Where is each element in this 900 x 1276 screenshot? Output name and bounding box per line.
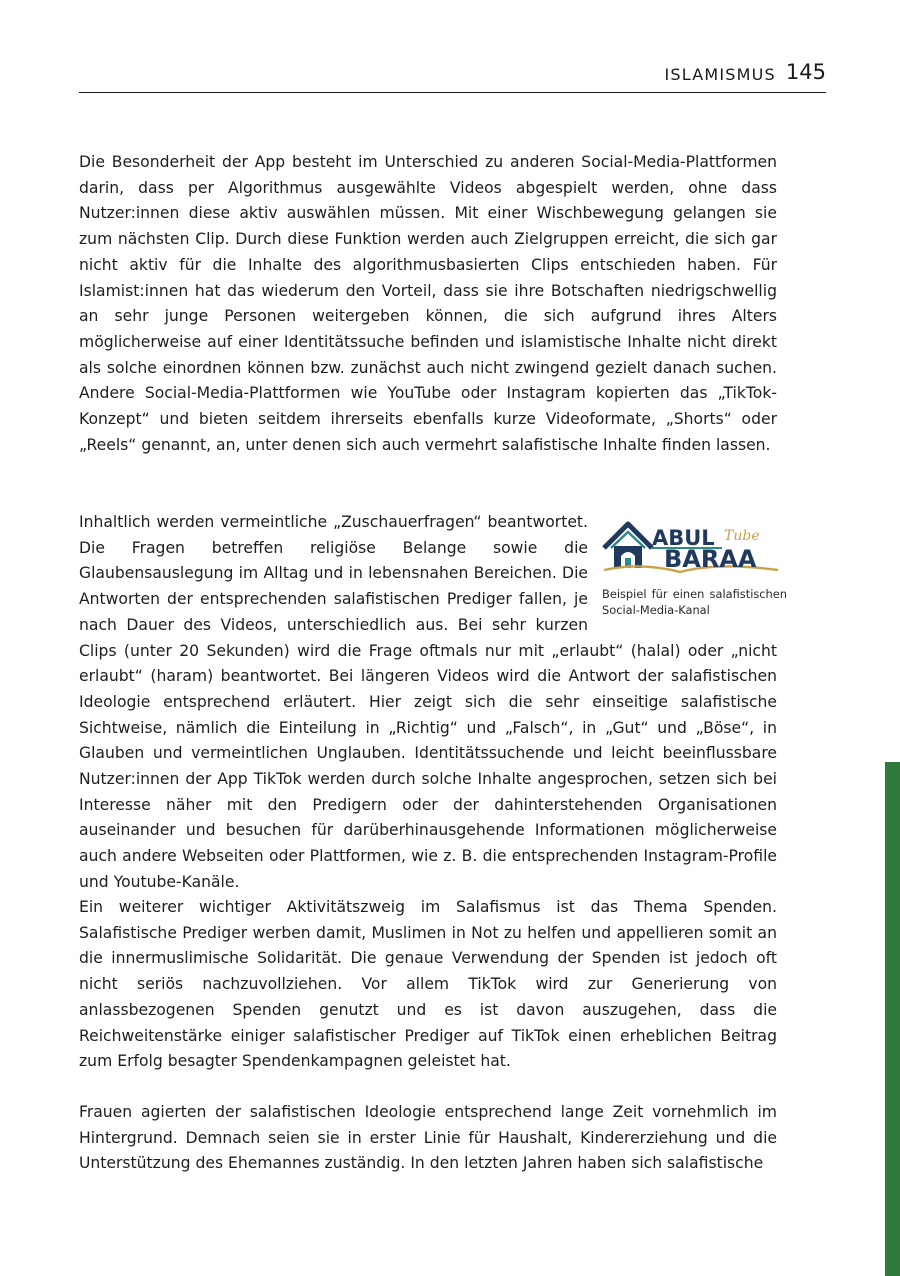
channel-logo bbox=[602, 518, 782, 580]
logo-word-abul: ABUL bbox=[652, 526, 715, 550]
paragraph-4: Frauen agierten der salafistischen Ideologie entsprechend lange Zeit vornehmlich im Hintergrund. Demnach seien sie in erster Linie für Haushalt, Kindererziehung und die Unterstützung des Ehemannes zuständig. In den letzten Jahren haben sich salafistische bbox=[79, 1103, 777, 1173]
paragraph-1: Die Besonderheit der App besteht im Unterschied zu anderen Social-Media-Plattformen darin, dass per Algorithmus ausgewählte Videos abgespielt werden, ohne dass Nutzer:innen diese aktiv auswählen müssen. Mit einer Wischbewegung gelangen sie zum nächsten Clip. Durch diese Funktion werden auch Zielgruppen erreicht, die sich gar nicht aktiv für die Inhalte des algorithmusbasierten Clips entschieden haben. Für Islamist:innen hat das wiederum den Vorteil, dass sie ihre Botschaften niedrigschwellig an sehr junge Personen weitergeben können, die sich aufgrund ihres Alters möglicherweise auf einer Identitätssuche befinden und islamistische Inhalte nicht direkt als solche einordnen können bzw. zunächst auch nicht zwingend gezielt danach suchen. Andere Social-Media-Plattformen wie YouTube oder Instagram kopierten das „TikTok-Konzept“ und bieten seitdem ihrerseits ebenfalls kurze Videoformate, „Shorts“ oder „Reels“ genannt, an, unter denen sich auch vermehrt salafistische Inhalte finden lassen. bbox=[79, 153, 777, 454]
paragraph-2-container bbox=[79, 510, 787, 896]
running-header bbox=[79, 58, 826, 93]
logo-word-tube: Tube bbox=[724, 528, 760, 544]
page-number: 145 bbox=[785, 60, 826, 84]
logo-word-baraa: BARAA bbox=[664, 545, 757, 573]
chapter-marker-bar bbox=[885, 762, 900, 1276]
logo-figure bbox=[602, 518, 787, 618]
figure-caption: Beispiel für einen salafistischen Social-Media-Kanal bbox=[602, 587, 787, 617]
section-title: ISLAMISMUS bbox=[664, 65, 776, 84]
paragraph-3: Ein weiterer wichtiger Aktivitätszweig im Salafismus ist das Thema Spenden. Salafistische Prediger werben damit, Muslimen in Not zu helfen und appellieren somit an die innermuslimische Solidarität. Die genaue Verwendung der Spenden ist jedoch oft nicht seriös nachzuvollziehen. Vor allem TikTok wird zur Generierung von anlassbezogenen Spenden genutzt und es ist davon auszugehen, dass die Reichweitenstärke einiger salafistischer Prediger auf TikTok einen erheblichen Beitrag zum Erfolg besagter Spendenkampagnen geleistet hat. bbox=[79, 898, 777, 1071]
paragraph-2: Inhaltlich werden vermeintliche „Zuschauerfragen“ beantwortet. Die Fragen betreffen religiöse Belange sowie die Glaubensauslegung im Alltag und in lebensnahen Bereichen. Die Antworten der entsprechenden salafistischen Prediger fallen, je nach Dauer des Videos, unterschiedlich aus. Bei sehr kurzen Clips (unter 20 Sekunden) wird die Frage oftmals nur mit „erlaubt“ (halal) oder „nicht erlaubt“ (haram) beantwortet. Bei längeren Videos wird die Antwort der salafistischen Ideologie entsprechend erläutert. Hier zeigt sich die sehr einseitige salafistische Sichtweise, nämlich die Einteilung in „Richtig“ und „Falsch“, in „Gut“ und „Böse“, in Glauben und vermeintlichen Unglauben. Identitätssuchende und leicht beeinflussbare Nutzer:innen der App TikTok werden durch solche Inhalte angesprochen, setzen sich bei Interesse näher mit den Predigern oder der dahinterstehenden Organisationen auseinander und besuchen für darüberhinausgehende Informationen möglicherweise auch andere Webseiten oder Plattformen, wie z. B. die entsprechenden Instagram-Profile und Youtube-Kanäle. bbox=[79, 513, 777, 891]
